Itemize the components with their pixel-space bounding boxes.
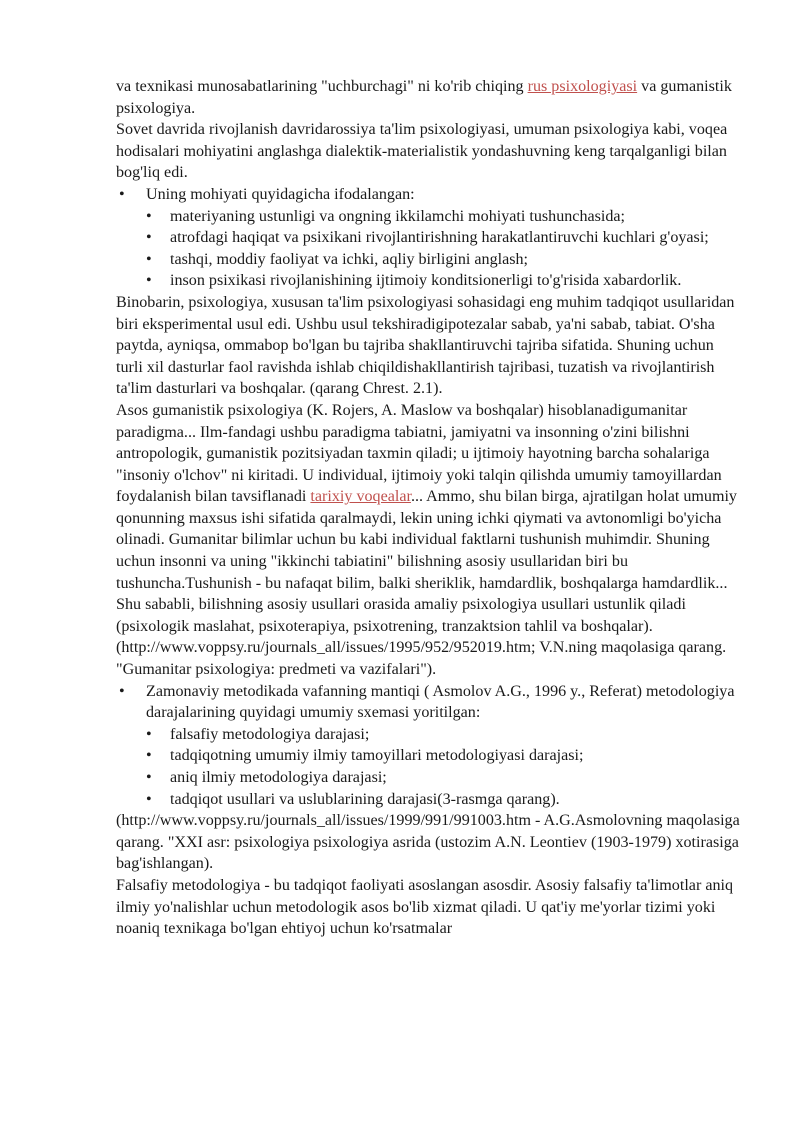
paragraph-1 (116, 76, 740, 119)
paragraph-4-tail: ... Ammo, shu bilan birga, ajratilgan holat umumiy qonunning maxsus ishi sifatida qaralmaydi, lekin uning ichki qiymati va avtonomligi bo'yicha olinadi. Gumanitar bilimlar uchun bu kabi individual faktlarni tushunish muhimdir. Shuning uchun insonni va uning "ikkinchi tabiatini" bilishning asosiy usullaridan biri bu tushuncha.Tushunish - bu nafaqat bilim, balki sheriklik, hamdardlik, boshqalarga hamdardlik... Shu sababli, bilishning asosiy usullari orasida amaliy psixologiya usullari ustunlik qiladi (psixologik maslahat, psixoterapiya, psixotrening, tranzaktsion tahlil va boshqalar). (http://www.voppsy.ru/journals_all/issues/1995/952/952019.htm; V.N.ning maqolasiga qarang. "Gumanitar psixologiya: predmeti va vazifalari"). (116, 488, 737, 679)
list-item: • atrofdagi haqiqat va psixikani rivojlantirishning harakatlantiruvchi kuchlari g'oyasi; (146, 227, 740, 249)
list-1 (116, 184, 740, 292)
paragraph-4-text: Asos gumanistik psixologiya (K. Rojers, A. Maslow va boshqalar) hisoblanadigumanitar paradigma... Ilm-fandagi ushbu paradigma tabiatni, jamiyatni va insonning o'zini bilishni antropologik, gumanistik pozitsiyadan taxmin qiladi; u ijtimoiy hayotning barcha sohalariga "insoniy o'lchov" ni kiritadi. U individual, ijtimoiy yoki talqin qilishda umumiy tamoyillardan foydalanish bilan tavsiflanadi (116, 401, 722, 506)
link-tarixiy-voqealar[interactable]: tarixiy voqealar (310, 488, 411, 506)
link-rus-psixologiyasi[interactable]: rus psixologiyasi (527, 78, 638, 95)
paragraph-4 (116, 400, 740, 681)
list-item: • inson psixikasi rivojlanishining ijtimoiy konditsionerligi to'g'risida xabardorlik. (146, 270, 740, 292)
paragraph-6: Falsafiy metodologiya - bu tadqiqot faoliyati asoslangan asosdir. Asosiy falsafiy ta'limotlar aniq ilmiy yo'nalishlar uchun metodologik asos bo'lib xizmat qiladi. U qat'iy me'yorlar tizimi yoki noaniq texnikaga bo'lgan ehtiyoj uchun ko'rsatmalar (116, 876, 734, 938)
list-item: • tashqi, moddiy faoliyat va ichki, aqliy birligini anglash; (146, 249, 740, 271)
list-item: • tadqiqot usullari va uslublarining darajasi(3-rasmga qarang). (146, 789, 740, 811)
paragraph-1-tail: va gumanistik psixologiya. (116, 78, 732, 117)
list-item: • falsafiy metodologiya darajasi; (146, 724, 740, 746)
list-2 (116, 681, 740, 811)
paragraph-1-text: va texnikasi munosabatlarining "uchburchagi" ni ko'rib chiqing (116, 78, 528, 95)
list-item: • materiyaning ustunligi va ongning ikkilamchi mohiyati tushunchasida; (146, 206, 740, 228)
list-2-sublist (146, 724, 740, 810)
list-1-intro-text: Uning mohiyati quyidagicha ifodalangan: (146, 185, 415, 203)
list-1-sublist (146, 206, 740, 292)
list-item: • aniq ilmiy metodologiya darajasi; (146, 767, 740, 789)
list-2-intro (116, 681, 740, 811)
paragraph-3: Binobarin, psixologiya, xususan ta'lim psixologiyasi sohasidagi eng muhim tadqiqot usullaridan biri eksperimental usul edi. Ushbu usul tekshiradigipotezalar sabab, ya'ni sabab, tabiat. O'sha paytda, ayniqsa, ommabop bo'lgan bu tajriba shakllantiruvchi tajriba sifatida. Shuning uchun turli xil dasturlar faol ravishda ishlab chiqildishakllantirish tajribasi, tuzatish va rivojlantirish ta'lim dasturlari va boshqalar. (qarang Chrest. 2.1). (116, 293, 735, 398)
list-item: • tadqiqotning umumiy ilmiy tamoyillari metodologiyasi darajasi; (146, 745, 740, 767)
list-1-intro (116, 184, 740, 292)
paragraph-5: (http://www.voppsy.ru/journals_all/issues/1999/991/991003.htm - A.G.Asmolovning maqolasiga qarang. "XXI asr: psixologiya psixologiya asrida (ustozim A.N. Leontiev (1903-1979) xotirasiga bag'ishlangan). (116, 812, 740, 873)
list-2-intro-text: Zamonaviy metodikada vafanning mantiqi ( Asmolov A.G., 1996 y., Referat) metodologiya darajalarining quyidagi umumiy sxemasi yoritilgan: (146, 682, 735, 722)
paragraph-2: Sovet davrida rivojlanish davridarossiya ta'lim psixologiyasi, umuman psixologiya kabi, voqea hodisalari mohiyatini anglashga dialektik-materialistik yondashuvning keng tarqalganligi bilan bog'liq edi. (116, 121, 728, 182)
